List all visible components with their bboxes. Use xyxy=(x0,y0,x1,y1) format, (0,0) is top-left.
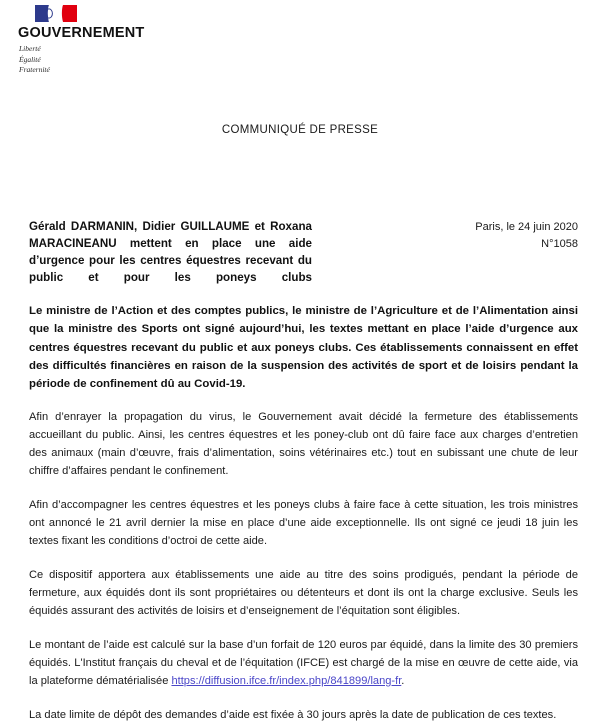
body-paragraph-with-link xyxy=(29,637,578,691)
motto-egalite: Égalité xyxy=(19,54,41,64)
reference-number: N°1058 xyxy=(541,237,578,250)
government-logo xyxy=(18,4,198,75)
amount-text-before-link: Le montant de l’aide est calculé sur la base d’un forfait de 120 euros par équidé, dans la limite des 30 premiers équidés. L'Institut français du cheval et de l’équitation (IFCE) est chargé de la mise en œuvre de cette aide, via la plateforme dématérialisée xyxy=(29,638,578,687)
amount-text-after-link: . xyxy=(401,674,405,687)
lead-paragraph: Le ministre de l’Action et des comptes publics, le ministre de l’Agriculture et de l’Alimentation ainsi que la ministre des Sports ont signé aujourd’hui, les textes mettant en place l’aide d’urgence aux centres équestres recevant du public et aux poneys clubs. Ces établissements connaissent en effet des difficultés financières en raison de la suspension des activités de sport et de loisirs pendant la période de confinement dû au Covid-19. xyxy=(29,305,578,390)
motto-liberte: Liberté xyxy=(19,44,41,54)
motto-fraternite: Fraternité xyxy=(19,64,50,74)
closing-paragraph: La date limite de dépôt des demandes d’aide est fixée à 30 jours après la date de publication de ces textes. xyxy=(29,708,557,721)
french-flag-icon xyxy=(34,4,78,23)
document-meta xyxy=(475,218,578,252)
place-date: Paris, le 24 juin 2020 xyxy=(475,221,578,233)
body-paragraph: Afin d’enrayer la propagation du virus, le Gouvernement avait décidé la fermeture des établissements accueillant du public. Ainsi, les centres équestres et les poney-club ont dû faire face aux charges d’entretien des animaux (main d’œuvre, frais d’alimentation, soins vétérinaires etc.) tout en subissant une chute de leur chiffre d’affaires pendant le confinement. xyxy=(29,411,578,478)
body-paragraph: Ce dispositif apportera aux établissements une aide au titre des soins prodigués, pendant la période de fermeture, aux équidés dont ils sont propriétaires ou détenteurs et dont ils ont la charge exclusive. Seuls les équidés assurant des activités de loisirs et d’enseignement de l’équitation sont éligibles. xyxy=(29,569,578,617)
document-type-label: COMMUNIQUÉ DE PRESSE xyxy=(221,124,379,136)
body-paragraph: Afin d’accompagner les centres équestres et les poneys clubs à faire face à cette situation, les trois ministres ont annoncé le 21 avril dernier la mise en place d’une aide exceptionnelle. Ils ont signé ce jeudi 18 juin les textes fixant les conditions d’octroi de cette aide. xyxy=(29,499,578,548)
document-body xyxy=(29,302,578,725)
page-title: Gérald DARMANIN, Didier GUILLAUME et Roxana MARACINEANU mettent en place une aide d’urgence pour les centres équestres recevant du public et pour les poneys clubs xyxy=(29,220,312,285)
wordmark-gouvernement: GOUVERNEMENT xyxy=(18,25,145,41)
ifce-platform-link[interactable]: https://diffusion.ifce.fr/index.php/841899/lang-fr xyxy=(171,674,402,687)
headline-meta-row xyxy=(29,218,578,286)
republic-motto xyxy=(19,44,198,75)
